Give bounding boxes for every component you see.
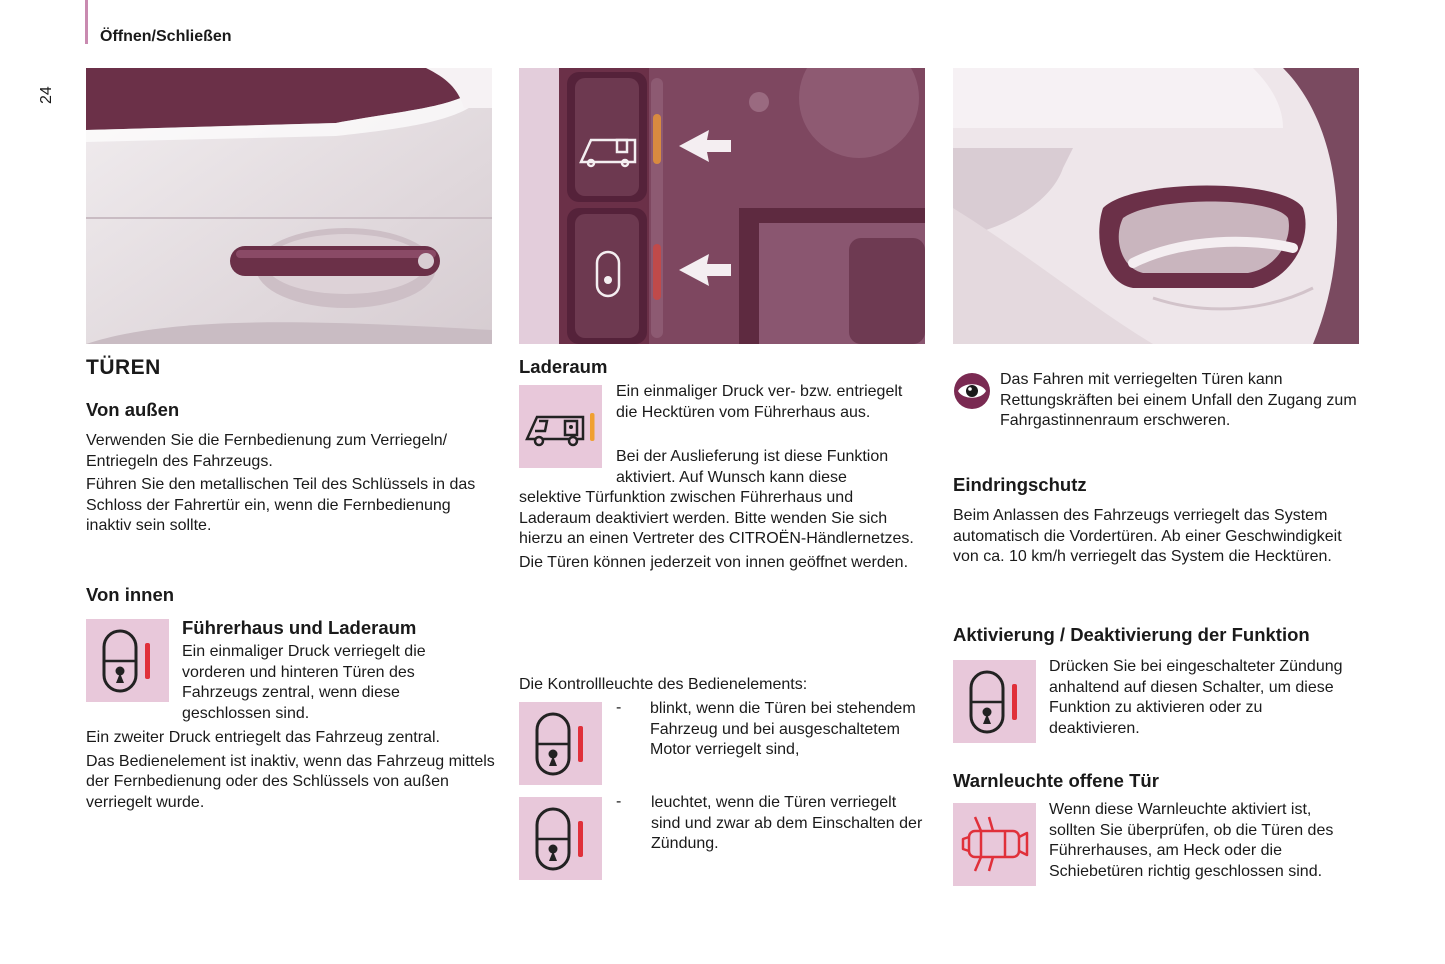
- activation-heading: Aktivierung / Deaktivierung der Funktion: [953, 624, 1310, 645]
- warning-note: Das Fahren mit verriegelten Türen kann Rettungskräften bei einem Unfall den Zugang zum Fahrgastinnenraum erschweren.: [1000, 371, 1357, 429]
- list-dash: -: [616, 793, 622, 810]
- indicator-blinks-text: blinkt, wenn die Türen bei stehendem Fahrzeug und bei ausgeschaltetem Motor verriegelt sind,: [650, 700, 916, 758]
- doors-heading: TÜREN: [86, 356, 161, 379]
- page-number: 24: [38, 86, 55, 104]
- from-inside-paragraph-2: Ein zweiter Druck entriegelt das Fahrzeug zentral.: [86, 729, 440, 746]
- cargo-paragraph-1: Ein einmaliger Druck ver- bzw. entriegelt die Hecktüren vom Führerhaus aus.: [616, 383, 903, 421]
- cargo-heading: Laderaum: [519, 356, 608, 377]
- from-outside-heading: Von außen: [86, 399, 180, 420]
- section-title: Öffnen/Schließen: [100, 28, 232, 45]
- door-lock-button-icon: [86, 619, 169, 702]
- activation-text: Drücken Sie bei eingeschalteter Zündung anhaltend auf diesen Schalter, um diese Funktion zu aktivieren oder zu deaktivieren.: [1049, 658, 1343, 737]
- cargo-lock-button-icon: [519, 385, 602, 468]
- eye-warning-icon: [953, 372, 991, 410]
- from-inside-paragraph-1: Ein einmaliger Druck verriegelt die vorderen und hinteren Türen des Fahrzeugs zentral, wenn diese geschlossen sind.: [182, 643, 426, 722]
- cargo-paragraph-2a: Bei der Auslieferung ist diese Funktion aktiviert. Auf Wunsch kann diese: [616, 448, 889, 486]
- door-lock-button-icon: [519, 797, 602, 880]
- open-door-warning-text: Wenn diese Warnleuchte aktiviert ist, sollten Sie überprüfen, ob die Türen des Führerhauses, am Heck oder die Schiebetüren richtig geschlossen sind.: [1049, 801, 1334, 880]
- indicator-intro: Die Kontrollleuchte des Bedienelements:: [519, 676, 808, 693]
- indicator-lit-text: leuchtet, wenn die Türen verriegelt sind und zwar ab dem Einschalten der Zündung.: [651, 794, 923, 852]
- cargo-paragraph-3: Die Türen können jederzeit von innen geöffnet werden.: [519, 553, 909, 571]
- cargo-paragraph-2b: selektive Türfunktion zwischen Führerhaus und Laderaum deaktiviert werden. Bitte wenden Sie sich hierzu an einen Vertreter des CITROËN-Händlernetzes.: [519, 489, 914, 547]
- from-inside-paragraph-3: Das Bedienelement ist inaktiv, wenn das Fahrzeug mittels der Fernbedienung oder des Schlüssels von außen verriegelt wurde.: [86, 752, 495, 811]
- door-handle-illustration: [86, 68, 492, 344]
- interior-handle-illustration: [953, 68, 1359, 344]
- cab-and-cargo-heading: Führerhaus und Laderaum: [182, 617, 417, 638]
- from-inside-heading: Von innen: [86, 584, 175, 605]
- door-lock-button-icon: [519, 702, 602, 785]
- intrusion-protection-text: Beim Anlassen des Fahrzeugs verriegelt das System automatisch die Vordertüren. Ab einer Geschwindigkeit von ca. 10 km/h verriegelt das System die Hecktüren.: [953, 507, 1342, 565]
- intrusion-protection-heading: Eindringschutz: [953, 474, 1087, 495]
- from-outside-paragraph-1: Verwenden Sie die Fernbedienung zum Verriegeln/ Entriegeln des Fahrzeugs.: [86, 432, 448, 470]
- section-marker: [85, 0, 88, 44]
- open-door-warning-heading: Warnleuchte offene Tür: [953, 770, 1159, 791]
- door-lock-button-icon: [953, 660, 1036, 743]
- from-outside-paragraph-2: Führen Sie den metallischen Teil des Schlüssels in das Schloss der Fahrertür ein, wenn die Fernbedienung inaktiv sein sollte.: [86, 476, 476, 534]
- switch-panel-illustration: [519, 68, 925, 344]
- open-door-warning-icon: [953, 803, 1036, 886]
- list-dash: -: [616, 699, 622, 716]
